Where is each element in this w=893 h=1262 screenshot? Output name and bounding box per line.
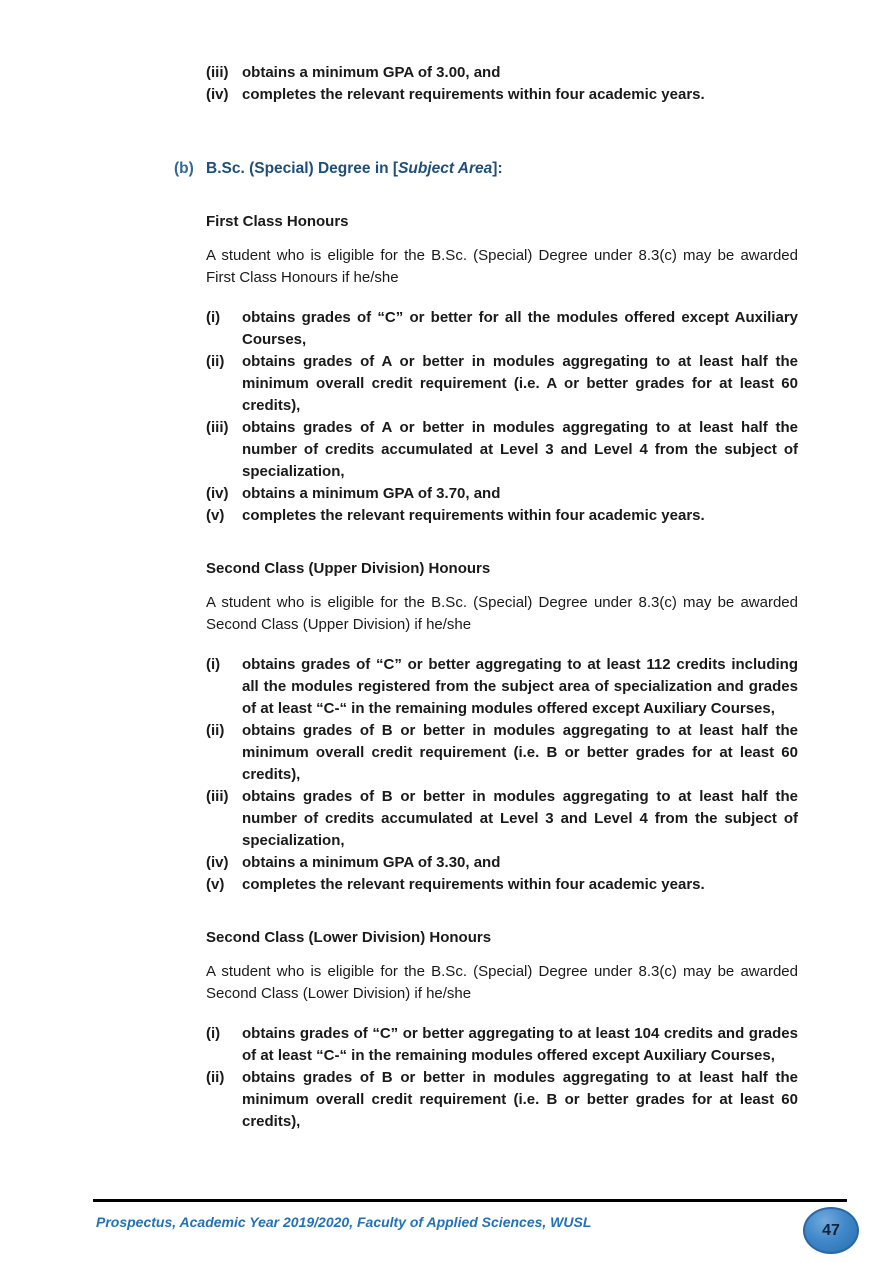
list-item-marker: (iii)	[206, 788, 229, 805]
list-item	[206, 351, 798, 417]
list-item-text: obtains grades of B or better in modules aggregating to at least half the minimum overall credit requirement (i.e. B or better grades for at least 60 credits),	[242, 722, 798, 783]
page-number: 47	[822, 1221, 840, 1239]
list-item-text: obtains grades of A or better in modules aggregating to at least half the minimum overall credit requirement (i.e. A or better grades for at least 60 credits),	[242, 353, 798, 414]
heading-suffix: ]:	[492, 160, 503, 177]
list-item-marker: (v)	[206, 507, 225, 524]
heading-subject-area: Subject Area	[398, 160, 493, 177]
honours-class-title: First Class Honours	[206, 213, 349, 230]
page-number-badge	[803, 1207, 859, 1254]
section-heading-b	[174, 158, 798, 180]
list-item-marker: (iv)	[206, 86, 229, 103]
list-item	[206, 505, 798, 527]
list-item	[206, 417, 798, 483]
list-item	[206, 84, 798, 106]
honours-class-title: Second Class (Lower Division) Honours	[206, 929, 492, 946]
list-item	[206, 483, 798, 505]
list-item-marker: (iii)	[206, 419, 229, 436]
list-item-text: obtains a minimum GPA of 3.00, and	[242, 64, 501, 81]
list-item-marker: (ii)	[206, 1069, 225, 1086]
list-item-marker: (i)	[206, 1025, 221, 1042]
list-item-marker: (iv)	[206, 854, 229, 871]
list-item-marker: (ii)	[206, 722, 225, 739]
list-item	[206, 62, 798, 84]
eligibility-paragraph: A student who is eligible for the B.Sc. (Special) Degree under 8.3(c) may be awarded Second Class (Upper Division) if he/she	[206, 594, 798, 633]
list-item-text: obtains grades of A or better in modules aggregating to at least half the number of credits accumulated at Level 3 and Level 4 from the subject of specialization,	[242, 419, 798, 480]
list-item	[206, 852, 798, 874]
list-item-marker: (i)	[206, 656, 221, 673]
honours-class-title: Second Class (Upper Division) Honours	[206, 560, 491, 577]
list-item-marker: (iv)	[206, 485, 229, 502]
eligibility-paragraph: A student who is eligible for the B.Sc. (Special) Degree under 8.3(c) may be awarded First Class Honours if he/she	[206, 247, 798, 286]
list-item-text: completes the relevant requirements within four academic years.	[242, 86, 705, 103]
list-item-text: obtains grades of “C” or better aggregating to at least 112 credits including all the modules registered from the subject area of specialization and grades of at least “C-“ in the remaining modules offered except Auxiliary Courses,	[242, 656, 798, 717]
list-item-marker: (iii)	[206, 64, 229, 81]
list-item-text: completes the relevant requirements within four academic years.	[242, 876, 705, 893]
section-second-upper	[206, 558, 798, 896]
list-item-text: obtains grades of B or better in modules aggregating to at least half the number of credits accumulated at Level 3 and Level 4 from the subject of specialization,	[242, 788, 798, 849]
list-item	[206, 654, 798, 720]
section-second-lower	[206, 927, 798, 1133]
list-item-text: obtains grades of B or better in modules aggregating to at least half the minimum overall credit requirement (i.e. B or better grades for at least 60 credits),	[242, 1069, 798, 1130]
heading-marker: (b)	[174, 160, 194, 177]
list-item	[206, 307, 798, 351]
list-item-text: obtains grades of “C” or better for all the modules offered except Auxiliary Courses,	[242, 309, 798, 348]
eligibility-paragraph: A student who is eligible for the B.Sc. (Special) Degree under 8.3(c) may be awarded Second Class (Lower Division) if he/she	[206, 963, 798, 1002]
section-first-class	[206, 211, 798, 527]
list-item	[206, 786, 798, 852]
criteria-list	[206, 307, 798, 527]
list-item-text: obtains a minimum GPA of 3.70, and	[242, 485, 501, 502]
page-body	[174, 62, 798, 1133]
list-item-marker: (i)	[206, 309, 221, 326]
list-item	[206, 874, 798, 896]
list-item-text: obtains a minimum GPA of 3.30, and	[242, 854, 501, 871]
list-item-text: obtains grades of “C” or better aggregating to at least 104 credits and grades of at least “C-“ in the remaining modules offered except Auxiliary Courses,	[242, 1025, 798, 1064]
list-item	[206, 1067, 798, 1133]
list-item-marker: (ii)	[206, 353, 225, 370]
footer-divider	[93, 1199, 847, 1202]
list-item-text: completes the relevant requirements within four academic years.	[242, 507, 705, 524]
footer-text: Prospectus, Academic Year 2019/2020, Faculty of Applied Sciences, WUSL	[96, 1214, 592, 1230]
list-item-marker: (v)	[206, 876, 225, 893]
continuation-list	[206, 62, 798, 106]
list-item	[206, 720, 798, 786]
list-item	[206, 1023, 798, 1067]
heading-prefix: B.Sc. (Special) Degree in [	[206, 160, 399, 177]
criteria-list	[206, 654, 798, 896]
criteria-list	[206, 1023, 798, 1133]
